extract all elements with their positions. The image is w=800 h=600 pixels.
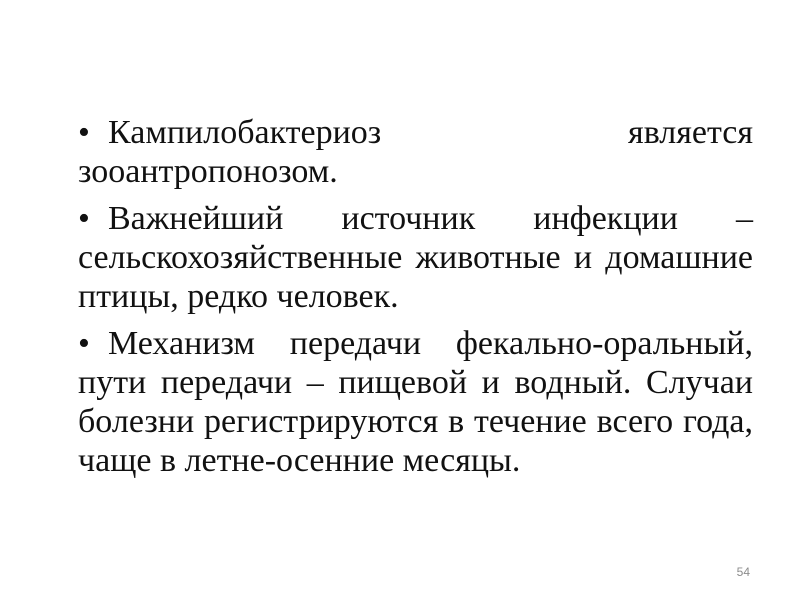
- bullet-text: Кампилобактериоз является зооантропонозом.: [78, 114, 753, 190]
- bullet-item: [78, 324, 753, 480]
- page-number: 54: [736, 565, 750, 579]
- bullet-item: [78, 199, 753, 316]
- bullet-marker: •: [78, 114, 90, 151]
- bullet-item: [78, 113, 753, 191]
- bullet-marker: •: [78, 200, 90, 237]
- bullet-text: Важнейший источник инфекции – сельскохозяйственные животные и домашние птицы, редко человек.: [78, 200, 753, 315]
- bullet-marker: •: [78, 325, 90, 362]
- bullet-list: [78, 113, 753, 488]
- bullet-text: Механизм передачи фекально-оральный, пути передачи – пищевой и водный. Случаи болезни регистрируются в течение всего года, чаще в летне-осенние месяцы.: [78, 325, 753, 479]
